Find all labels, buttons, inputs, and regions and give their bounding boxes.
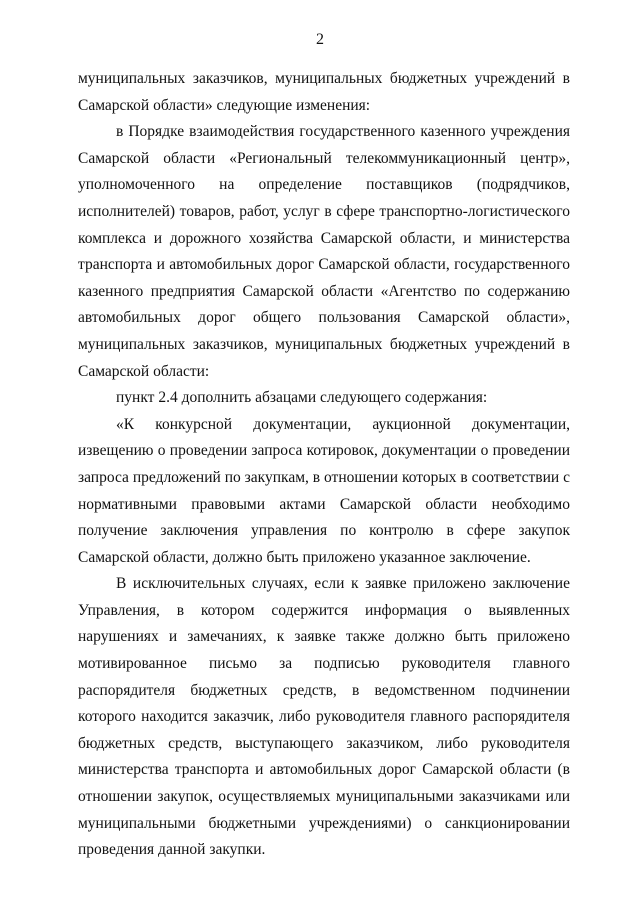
document-body <box>78 66 570 864</box>
paragraph-clause-amendment: пункт 2.4 дополнить абзацами следующего содержания: <box>116 389 488 407</box>
paragraph-intro-continuation: муниципальных заказчиков, муниципальных бюджетных учреждений в Самарской области» следующие изменения: <box>78 70 570 114</box>
paragraph-exceptional-cases: В исключительных случаях, если к заявке приложено заключение Управления, в котором содержится информация о выявленных нарушениях и замечаниях, к заявке также должно быть приложено мотивированное письмо за подписью руководителя главного распорядителя бюджетных средств, в ведомственном подчинении которого находится заказчик, либо руководителя главного распорядителя бюджетных средств, выступающего заказчиком, либо руководителя министерства транспорта и автомобильных дорог Самарской области (в отношении закупок, осуществляемых муниципальными заказчиками или муниципальными бюджетными учреждениями) о санкционировании проведения данной закупки. <box>78 575 570 859</box>
paragraph-procedure-reference: в Порядке взаимодействия государственного казенного учреждения Самарской области «Региональный телекоммуникационный центр», уполномоченного на определение поставщиков (подрядчиков, исполнителей) товаров, работ, услуг в сфере транспортно-логистического комплекса и дорожного хозяйства Самарской области, и министерства транспорта и автомобильных дорог Самарской области, государственного казенного предприятия Самарской области «Агентство по содержанию автомобильных дорог общего пользования Самарской области», муниципальных заказчиков, муниципальных бюджетных учреждений в Самарской области: <box>78 123 570 380</box>
paragraph-documentation-requirement: «К конкурсной документации, аукционной документации, извещению о проведении запроса котировок, документации о проведении запроса предложений по закупкам, в отношении которых в соответствии с нормативными правовыми актами Самарской области необходимо получение заключения управления по контролю в сфере закупок Самарской области, должно быть приложено указанное заключение. <box>78 415 570 566</box>
page-number: 2 <box>316 31 324 48</box>
